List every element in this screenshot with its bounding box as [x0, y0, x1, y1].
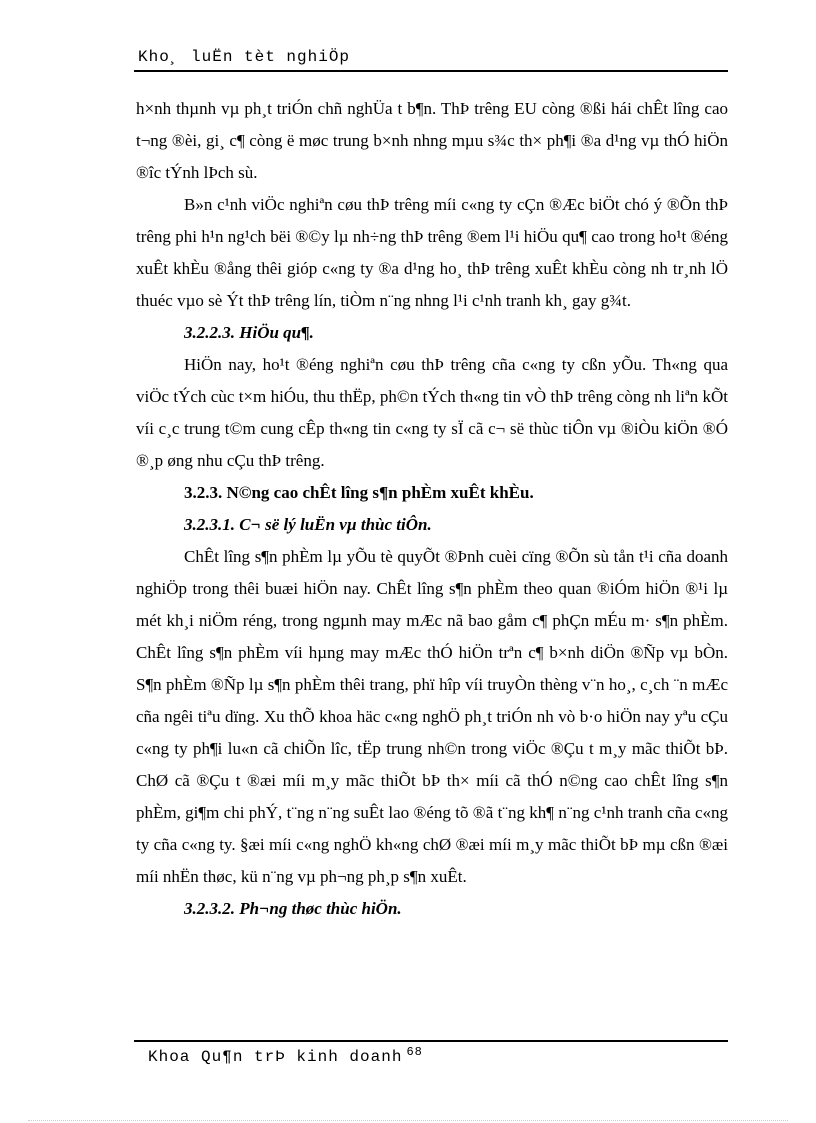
paragraph: HiÖn nay, ho¹t ®éng nghiªn cøu thÞ trêng cña c«ng ty cßn yÕu. Th«ng qua viÖc tÝch cùc t×m hiÓu, thu thËp, ph©n tÝch th«ng tin vÒ thÞ trêng còng nh liªn kÕt víi c¸c trung t©m cung cÊp th«ng tin c«ng ty sÏ cã c¬ së thùc tiÔn vµ ®iÒu kiÖn ®Ó ®¸p øng nhu cÇu thÞ trêng.	[136, 355, 728, 470]
header-divider	[134, 70, 728, 72]
page-number: 68	[406, 1045, 423, 1059]
document-body	[136, 93, 728, 925]
section-heading: 3.2.3.2. Ph¬ng thøc thùc hiÖn.	[184, 899, 402, 918]
section-heading: 3.2.3.1. C¬ së lý luËn vµ thùc tiÔn.	[184, 515, 432, 534]
paragraph: ChÊt lîng s¶n phÈm lµ yÕu tè quyÕt ®Þnh cuèi cïng ®Õn sù tån t¹i cña doanh nghiÖp trong thêi buæi hiÖn nay. ChÊt lîng s¶n phÈm theo quan ®iÓm hiÖn ®¹i lµ mét kh¸i niÖm réng, trong ngµnh may mÆc nã bao gåm c¶ phÇn mÉu m· s¶n phÈm. ChÊt lîng s¶n phÈm víi hµng may mÆc thÓ hiÖn trªn c¶ b×nh diÖn ®Ñp vµ bÒn. S¶n phÈm ®Ñp lµ s¶n phÈm thêi trang, phï hîp víi truyÒn thèng v¨n ho¸, c¸ch ¨n mÆc cña ngêi tiªu dïng. Xu thÕ khoa häc c«ng nghÖ ph¸t triÓn nh vò b·o hiÖn nay yªu cÇu c«ng ty ph¶i lu«n cã chiÕn lîc, tËp trung nh©n trong viÖc ®Çu t m¸y mãc thiÕt bÞ. ChØ cã ®Çu t ®æi míi m¸y mãc thiÕt bÞ th× míi cã thÓ n©ng cao chÊt lîng s¶n phÈm, gi¶m chi phÝ, t¨ng n¨ng suÊt lao ®éng tõ ®ã t¨ng kh¶ n¨ng c¹nh tranh cña c«ng ty cña c«ng ty. §æi míi c«ng nghÖ kh«ng chØ ®æi míi m¸y mãc thiÕt bÞ mµ cßn ®æi míi nhËn thøc, kü n¨ng vµ ph¬ng ph¸p s¶n xuÊt.	[136, 547, 728, 886]
footer-divider	[134, 1040, 728, 1042]
footer-text: Khoa Qu¶n trÞ kinh doanh	[148, 1048, 403, 1066]
page-header: Kho¸ luËn tèt nghiÖp	[138, 48, 351, 66]
section-heading: 3.2.2.3. HiÖu qu¶.	[184, 323, 314, 342]
section-heading: 3.2.3. N©ng cao chÊt lîng s¶n phÈm xuÊt khÈu.	[184, 483, 534, 502]
paragraph: B»n c¹nh viÖc nghiªn cøu thÞ trêng míi c«ng ty cÇn ®Æc biÖt chó ý ®Õn thÞ trêng phi h¹n ng¹ch bëi ®©y lµ nh÷ng thÞ trêng ®em l¹i hiÖu qu¶ cao trong ho¹t ®éng xuÊt khÈu ®ång thêi gióp c«ng ty ®a d¹ng ho¸ thÞ trêng xuÊt khÈu còng nh tr¸nh lÖ thuéc vµo sè Ýt thÞ trêng lín, tiÒm n¨ng nhng l¹i c¹nh tranh kh¸ gay g¾t.	[136, 195, 728, 310]
page-footer	[148, 1045, 423, 1066]
page-edge-divider	[28, 1120, 788, 1121]
paragraph: h×nh thµnh vµ ph¸t triÓn chñ nghÜa t b¶n. ThÞ trêng EU còng ®ßi hái chÊt lîng cao t¬ng ®èi, gi¸ c¶ còng ë møc trung b×nh nhng mµu s¾c th× ph¶i ®a d¹ng vµ thÓ hiÖn ®îc tÝnh lÞch sù.	[136, 99, 728, 182]
